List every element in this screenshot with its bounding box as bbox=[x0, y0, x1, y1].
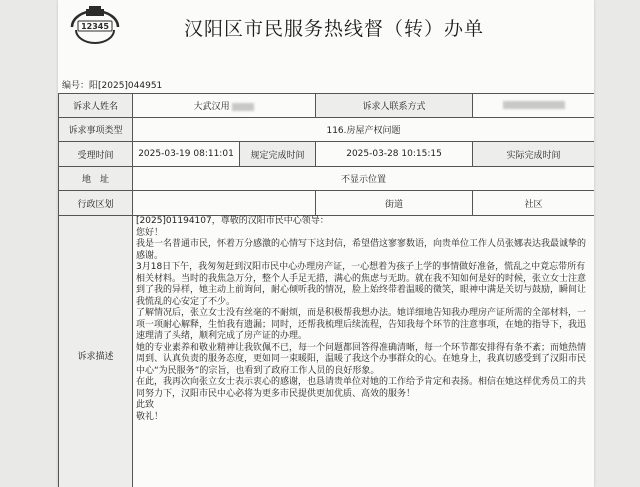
row-description bbox=[59, 216, 595, 487]
actual-completion-label: 实际完成时间 bbox=[473, 142, 594, 167]
petition-form bbox=[58, 93, 594, 487]
category-value: 116.房屋产权问题 bbox=[133, 118, 595, 142]
letter-paragraph: 了解情况后，张立女士没有丝毫的不耐烦，而是积极帮我想办法。她详细地告知我办理房产证所需的全部材料，一项一项耐心解释，生怕我有遗漏；同时，还帮我梳理后续流程，告知我每个环节的注意事项，在她的指导下，我迅速理清了头绪，顺利完成了房产证的办理。 bbox=[136, 308, 587, 341]
petitioner-name-label: 诉求人姓名 bbox=[59, 94, 133, 118]
petitioner-name-value: 大武汉用 bbox=[193, 102, 230, 112]
contact-label: 诉求人联系方式 bbox=[316, 94, 473, 118]
hotline-logo bbox=[66, 6, 124, 48]
letter-paragraph: 她的专业素养和敬业精神让我钦佩不已，每一个问题都回答得准确清晰，每一个环节都安排得有条不紊；而她热情周到、认真负责的服务态度，更如同一束暖阳，温暖了我这个办事群众的心。在她身上，我真切感受到了汉阳市民中心“为民服务”的宗旨，也看到了政府工作人员的良好形象。 bbox=[136, 342, 587, 376]
petitioner-name-cell bbox=[133, 94, 316, 118]
address-value: 不显示位置 bbox=[133, 167, 595, 191]
letter-paragraph: 在此，我再次向张立女士表示衷心的感谢，也恳请贵单位对她的工作给予肯定和表扬。相信在她这样优秀员工的共同努力下，汉阳市民中心必将为更多市民提供更加优质、高效的服务！ bbox=[136, 377, 587, 399]
redacted-name bbox=[232, 103, 254, 111]
deadline-value: 2025-03-28 10:15:15 bbox=[316, 142, 473, 167]
district-label: 行政区划 bbox=[59, 191, 133, 216]
logo-text: 12345 bbox=[81, 22, 109, 31]
accept-time-value: 2025-03-19 08:11:01 bbox=[133, 142, 240, 167]
redacted-contact bbox=[503, 101, 565, 109]
document-page bbox=[58, 0, 594, 487]
row-petitioner bbox=[59, 94, 595, 118]
letter-paragraph: 我是一名普通市民，怀着万分感激的心情写下这封信，希望借这寥寥数语，向贵单位工作人员张娜表达我最诚挚的感谢。 bbox=[136, 239, 587, 261]
row-address bbox=[59, 167, 595, 191]
description-letter bbox=[133, 216, 595, 487]
letter-paragraph: 此致 bbox=[136, 400, 155, 410]
street-label: 街道 bbox=[316, 191, 473, 216]
letter-paragraph: [2025]01194107，尊敬的汉阳市民中心领导： bbox=[136, 216, 329, 226]
letter-paragraph: 敬礼！ bbox=[136, 411, 164, 422]
address-label: 地 址 bbox=[59, 167, 133, 191]
row-district bbox=[59, 191, 595, 216]
description-label: 诉求描述 bbox=[59, 216, 133, 487]
community-label: 社区 bbox=[473, 191, 594, 216]
deadline-label: 规定完成时间 bbox=[240, 142, 316, 167]
contact-cell bbox=[473, 94, 594, 118]
row-times bbox=[59, 142, 595, 167]
document-number: 编号：阳[2025]044951 bbox=[62, 81, 163, 91]
accept-time-label: 受理时间 bbox=[59, 142, 133, 167]
letter-paragraph: 3月18日下午，我匆匆赶到汉阳市民中心办理房产证，一心想着为孩子上学的事情做好准备，慌乱之中竟忘带所有相关材料。当时的我焦急万分，整个人手足无措，满心的焦虑与无助。就在我不知如何是好的时候，张立女士注意到了我的异样，她主动上前询问，耐心倾听我的情况，脸上始终带着温暖的微笑，眼神中满是关切与鼓励，瞬间让我慌乱的心安定了不少。 bbox=[136, 262, 587, 307]
category-label: 诉求事项类型 bbox=[59, 118, 133, 142]
document-title: 汉阳区市民服务热线督（转）办单 bbox=[184, 18, 485, 40]
letter-paragraph: 您好！ bbox=[136, 227, 164, 238]
district-value bbox=[133, 191, 316, 216]
row-category bbox=[59, 118, 595, 142]
